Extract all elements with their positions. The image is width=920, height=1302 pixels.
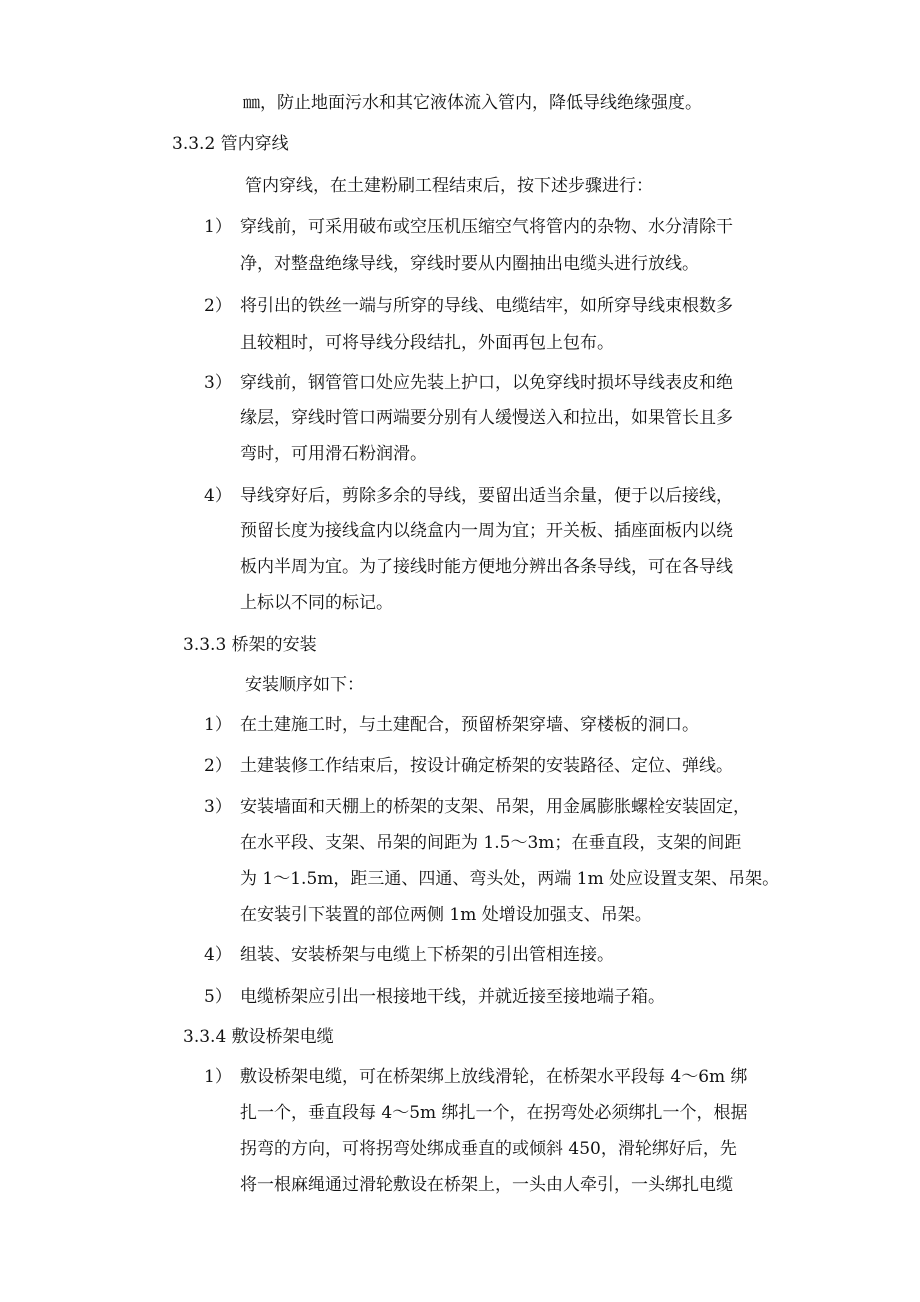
step-number: 3）	[204, 797, 232, 817]
section-intro-3-3-2: 管内穿线，在土建粉刷工程结束后，按下述步骤进行：	[245, 176, 653, 196]
section-intro-3-3-3: 安装顺序如下：	[245, 675, 364, 695]
step-line: 预留长度为接线盒内以绕盒内一周为宜；开关板、插座面板内以绕	[240, 521, 733, 541]
step-line: 在水平段、支架、吊架的间距为 1.5～3m；在垂直段，支架的间距	[240, 833, 742, 853]
section-heading-3-3-4: 3.3.4 敷设桥架电缆	[183, 1027, 334, 1047]
step-line: 扎一个，垂直段每 4～5m 绑扎一个，在拐弯处必须绑扎一个，根据	[240, 1103, 748, 1123]
step-number: 1）	[204, 217, 232, 237]
section-heading-3-3-2: 3.3.2 管内穿线	[172, 134, 289, 154]
section-heading-3-3-3: 3.3.3 桥架的安装	[183, 635, 317, 655]
step-line: 且较粗时，可将导线分段结扎，外面再包上包布。	[240, 333, 614, 353]
step-line: 导线穿好后，剪除多余的导线，要留出适当余量，便于以后接线，	[240, 486, 733, 506]
step-number: 4）	[204, 945, 232, 965]
paragraph-line: ㎜，防止地面污水和其它液体流入管内，降低导线绝缘强度。	[243, 93, 702, 113]
step-line: 拐弯的方向，可将拐弯处绑成垂直的或倾斜 450，滑轮绑好后，先	[240, 1139, 737, 1159]
step-line: 组装、安装桥架与电缆上下桥架的引出管相连接。	[240, 945, 614, 965]
step-number: 2）	[204, 756, 232, 776]
step-number: 5）	[204, 987, 232, 1007]
step-number: 2）	[204, 296, 232, 316]
step-line: 弯时，可用滑石粉润滑。	[240, 444, 427, 464]
step-number: 3）	[204, 373, 232, 393]
step-line: 在土建施工时，与土建配合，预留桥架穿墙、穿楼板的洞口。	[240, 715, 699, 735]
step-number: 4）	[204, 486, 232, 506]
step-line: 将一根麻绳通过滑轮敷设在桥架上，一头由人牵引，一头绑扎电缆	[240, 1175, 733, 1195]
step-line: 敷设桥架电缆，可在桥架绑上放线滑轮，在桥架水平段每 4～6m 绑	[240, 1067, 748, 1087]
step-line: 板内半周为宜。为了接线时能方便地分辨出各条导线，可在各导线	[240, 557, 733, 577]
step-line: 在安装引下装置的部位两侧 1m 处增设加强支、吊架。	[240, 905, 652, 925]
step-number: 1）	[204, 715, 232, 735]
step-line: 穿线前，可采用破布或空压机压缩空气将管内的杂物、水分清除干	[240, 217, 733, 237]
step-line: 电缆桥架应引出一根接地干线，并就近接至接地端子箱。	[240, 987, 665, 1007]
step-line: 为 1～1.5m，距三通、四通、弯头处，两端 1m 处应设置支架、吊架。	[240, 869, 780, 889]
step-number: 1）	[204, 1067, 232, 1087]
step-line: 将引出的铁丝一端与所穿的导线、电缆结牢，如所穿导线束根数多	[240, 296, 733, 316]
step-line: 上标以不同的标记。	[240, 593, 393, 613]
step-line: 净，对整盘绝缘导线，穿线时要从内圈抽出电缆头进行放线。	[240, 254, 699, 274]
step-line: 安装墙面和天棚上的桥架的支架、吊架，用金属膨胀螺栓安装固定，	[240, 797, 750, 817]
step-line: 穿线前，钢管管口处应先装上护口，以免穿线时损坏导线表皮和绝	[240, 373, 733, 393]
step-line: 缘层，穿线时管口两端要分别有人缓慢送入和拉出，如果管长且多	[240, 408, 733, 428]
step-line: 土建装修工作结束后，按设计确定桥架的安装路径、定位、弹线。	[240, 756, 733, 776]
